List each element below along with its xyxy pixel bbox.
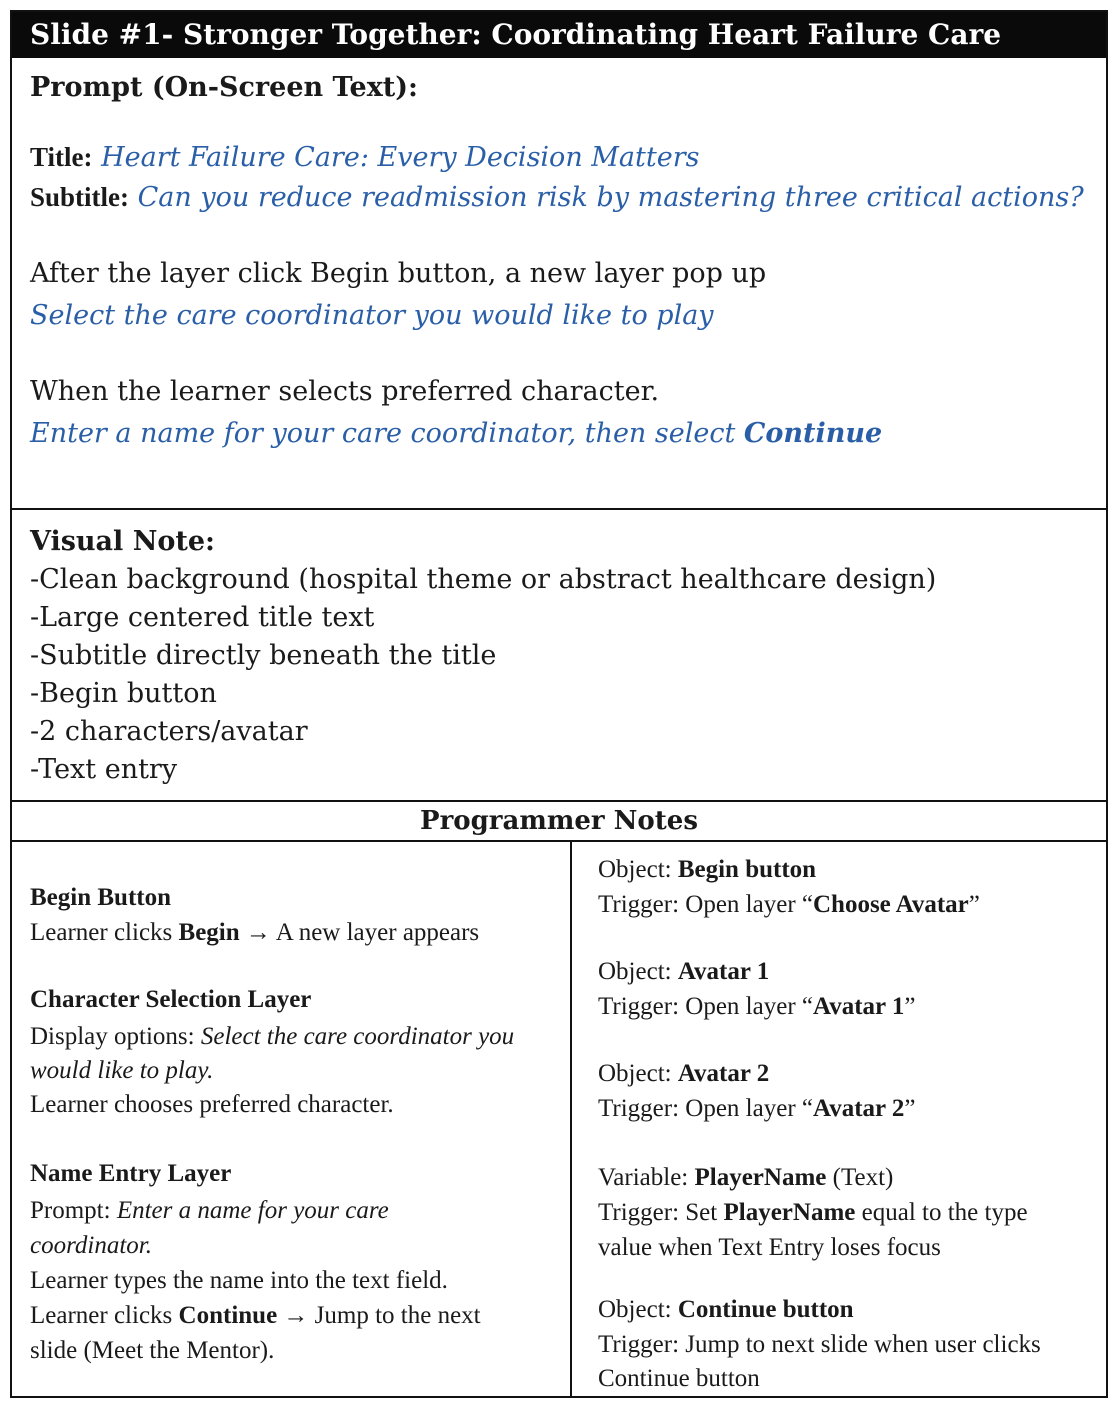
text-span: Trigger: Open layer “ bbox=[598, 891, 813, 918]
trigger-value: Choose Avatar bbox=[813, 891, 969, 918]
subtitle-value: Can you reduce readmission risk by mastering three critical actions? bbox=[137, 182, 1084, 213]
character-selection-desc-2 bbox=[30, 1057, 213, 1085]
italic-span: Select the care coordinator you bbox=[200, 1023, 515, 1050]
prompt-section bbox=[12, 58, 1106, 510]
visual-note-item: -2 characters/avatar bbox=[30, 716, 308, 747]
text-span: ” bbox=[904, 1095, 916, 1122]
name-prompt-continue: Continue bbox=[743, 418, 883, 449]
programmer-notes-left bbox=[12, 842, 572, 1396]
italic-span: Enter a name for your care bbox=[116, 1197, 389, 1224]
text-span: ” bbox=[968, 891, 980, 918]
slide-spec-document bbox=[10, 10, 1108, 1398]
text-span: Trigger: Open layer “ bbox=[598, 993, 813, 1020]
title-value: Heart Failure Care: Every Decision Matters bbox=[101, 142, 700, 173]
visual-note-item: -Clean background (hospital theme or abstract healthcare design) bbox=[30, 564, 937, 595]
text-span: Object: bbox=[598, 1296, 678, 1323]
begin-button-heading: Begin Button bbox=[30, 884, 172, 911]
name-entry-desc: Learner types the name into the text field. bbox=[30, 1267, 448, 1294]
trigger-set-player-name bbox=[598, 1199, 1028, 1227]
italic-span: coordinator. bbox=[30, 1232, 152, 1259]
trigger-jump-next-2: Continue button bbox=[598, 1365, 760, 1392]
character-selection-desc-3: Learner chooses preferred character. bbox=[30, 1091, 394, 1118]
text-span: Object: bbox=[598, 958, 678, 985]
visual-note-item: -Large centered title text bbox=[30, 602, 375, 633]
trigger-avatar-2 bbox=[598, 1095, 916, 1123]
visual-note-item: -Begin button bbox=[30, 678, 217, 709]
subtitle-label: Subtitle: bbox=[30, 182, 130, 212]
trigger-avatar-1 bbox=[598, 993, 916, 1021]
trigger-value: Avatar 1 bbox=[813, 993, 905, 1020]
begin-keyword: Begin bbox=[178, 919, 240, 946]
prompt-heading: Prompt (On-Screen Text): bbox=[30, 72, 419, 103]
visual-note-heading: Visual Note: bbox=[30, 526, 216, 557]
subtitle-line bbox=[30, 182, 1084, 213]
programmer-notes-right bbox=[572, 842, 1106, 1396]
title-line bbox=[30, 142, 699, 173]
text-span: Learner clicks bbox=[30, 919, 179, 946]
text-span: Display options: bbox=[30, 1023, 201, 1050]
text-span: Trigger: Set bbox=[598, 1199, 724, 1226]
object-begin-button bbox=[598, 856, 816, 884]
object-value: Begin button bbox=[677, 856, 817, 883]
text-span: Trigger: Open layer “ bbox=[598, 1095, 813, 1122]
continue-keyword: Continue bbox=[178, 1302, 278, 1329]
visual-note-item: -Subtitle directly beneath the title bbox=[30, 640, 497, 671]
name-entry-prompt bbox=[30, 1197, 389, 1225]
title-label: Title: bbox=[30, 142, 93, 172]
name-prompt bbox=[30, 418, 882, 449]
text-span: Variable: bbox=[598, 1164, 695, 1191]
visual-note-item: -Text entry bbox=[30, 754, 178, 785]
trigger-set-player-name-2: value when Text Entry loses focus bbox=[598, 1234, 941, 1261]
character-selection-heading: Character Selection Layer bbox=[30, 986, 312, 1013]
text-span: (Text) bbox=[826, 1164, 894, 1191]
name-entry-prompt-2 bbox=[30, 1232, 152, 1260]
variable-value: PlayerName bbox=[694, 1164, 827, 1191]
text-span: Prompt: bbox=[30, 1197, 117, 1224]
name-prompt-text: Enter a name for your care coordinator, then select bbox=[30, 418, 744, 449]
begin-prompt: Select the care coordinator you would like to play bbox=[30, 300, 714, 331]
text-span: → A new layer appears bbox=[239, 919, 480, 946]
object-value: Avatar 1 bbox=[677, 958, 770, 985]
trigger-value: Avatar 2 bbox=[813, 1095, 905, 1122]
italic-span: would like to play. bbox=[30, 1057, 214, 1084]
object-avatar-2 bbox=[598, 1060, 769, 1088]
trigger-choose-avatar bbox=[598, 891, 980, 919]
begin-note: After the layer click Begin button, a new layer pop up bbox=[30, 258, 767, 289]
character-selection-desc bbox=[30, 1023, 514, 1051]
text-span: equal to the type bbox=[855, 1199, 1028, 1226]
name-entry-heading: Name Entry Layer bbox=[30, 1160, 232, 1187]
text-span: → Jump to the next bbox=[277, 1302, 481, 1329]
text-span: Object: bbox=[598, 856, 678, 883]
variable-value: PlayerName bbox=[723, 1199, 856, 1226]
slide-header: Slide #1- Stronger Together: Coordinating Heart Failure Care bbox=[12, 12, 1106, 58]
text-span: ” bbox=[904, 993, 916, 1020]
trigger-jump-next: Trigger: Jump to next slide when user clicks bbox=[598, 1331, 1041, 1358]
name-entry-continue bbox=[30, 1302, 481, 1330]
object-value: Continue button bbox=[677, 1296, 854, 1323]
object-continue-button bbox=[598, 1296, 854, 1324]
text-span: Object: bbox=[598, 1060, 678, 1087]
name-entry-continue-2: slide (Meet the Mentor). bbox=[30, 1337, 275, 1364]
visual-note-section bbox=[12, 510, 1106, 802]
object-avatar-1 bbox=[598, 958, 769, 986]
text-span: Learner clicks bbox=[30, 1302, 179, 1329]
select-note: When the learner selects preferred character. bbox=[30, 376, 660, 407]
object-value: Avatar 2 bbox=[677, 1060, 770, 1087]
programmer-notes-heading: Programmer Notes bbox=[12, 802, 1106, 842]
variable-player-name bbox=[598, 1164, 893, 1192]
begin-button-desc bbox=[30, 919, 479, 947]
